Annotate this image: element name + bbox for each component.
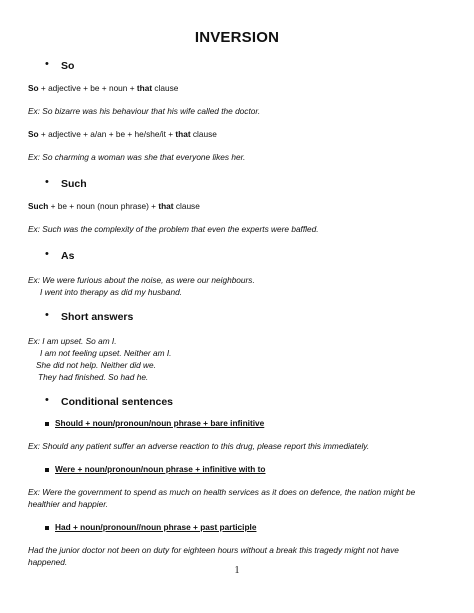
example-short-1: Ex: I am upset. So am I. — [28, 336, 117, 346]
heading-conditional: Conditional sentences — [61, 396, 174, 408]
heading-short-answers: Short answers — [61, 311, 134, 323]
page-number: 1 — [234, 565, 240, 576]
heading-as: As — [61, 250, 75, 262]
example-were-1: Ex: Were the government to spend as much on health services as it does on defence, the nation might be — [28, 487, 416, 497]
bullet-icon: • — [45, 58, 49, 70]
example-should: Ex: Should any patient suffer an adverse reaction to this drug, please report this immediately. — [28, 441, 370, 451]
example-were-2: healthier and happier. — [28, 499, 108, 509]
pattern-should: Should + noun/pronoun/noun phrase + bare infinitive — [55, 418, 265, 428]
bullet-icon: • — [45, 248, 49, 260]
square-bullet-icon — [45, 468, 49, 472]
pattern-were: Were + noun/pronoun/noun phrase + infinitive with to — [55, 464, 266, 474]
example-short-2: I am not feeling upset. Neither am I. — [40, 348, 172, 358]
formula-so-2: So + adjective + a/an + be + he/she/it + that clause — [28, 129, 217, 139]
bullet-icon: • — [45, 394, 49, 406]
formula-so-1: So + adjective + be + noun + that clause — [28, 83, 179, 93]
pattern-had: Had + noun/pronoun//noun phrase + past participle — [55, 522, 257, 532]
page-title: INVERSION — [194, 29, 280, 46]
example-had-1: Had the junior doctor not been on duty for eighteen hours without a break this tragedy might not have — [28, 545, 399, 555]
square-bullet-icon — [45, 526, 49, 530]
square-bullet-icon — [45, 422, 49, 426]
example-short-4: They had finished. So had he. — [38, 372, 149, 382]
example-short-3: She did not help. Neither did we. — [36, 360, 156, 370]
heading-such: Such — [61, 178, 87, 190]
example-so-2: Ex: So charming a woman was she that everyone likes her. — [28, 152, 246, 162]
bullet-icon: • — [45, 309, 49, 321]
example-such: Ex: Such was the complexity of the problem that even the experts were baffled. — [28, 224, 319, 234]
example-so-1: Ex: So bizarre was his behaviour that his wife called the doctor. — [28, 106, 261, 116]
example-as-2: I went into therapy as did my husband. — [40, 287, 183, 297]
example-as-1: Ex: We were furious about the noise, as were our neighbours. — [28, 275, 255, 285]
formula-such: Such + be + noun (noun phrase) + that clause — [28, 201, 200, 211]
example-had-2: happened. — [28, 557, 68, 567]
bullet-icon: • — [45, 176, 49, 188]
heading-so: So — [61, 60, 75, 72]
